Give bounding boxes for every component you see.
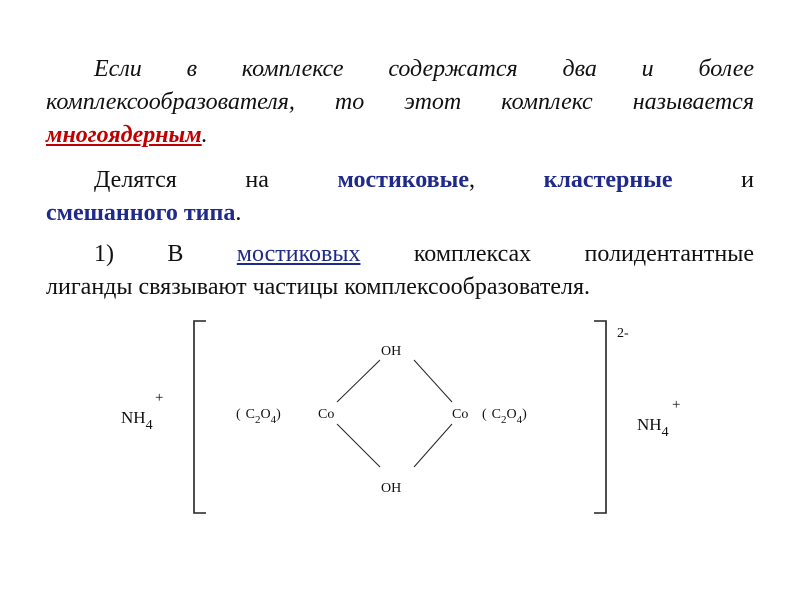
ammonium-right-charge: + (672, 397, 681, 413)
oxygen: O (260, 407, 271, 422)
nh: NH (637, 415, 662, 434)
complex-charge: 2- (617, 326, 629, 341)
list-number: 1) (94, 241, 114, 267)
oxygen: O (506, 407, 517, 422)
cobalt-right: Co (452, 407, 469, 422)
oxalate-right (482, 407, 527, 426)
paren-open: ( (482, 407, 487, 422)
period: . (235, 200, 242, 227)
bridged-rest: комплексах полидентантные (413, 241, 754, 267)
bond-bottom-right (414, 424, 452, 467)
left-bracket (194, 321, 206, 513)
ammonium-left (121, 408, 153, 433)
hydroxo-bridge-top: OH (381, 344, 402, 359)
conjunction: и (741, 167, 754, 193)
sub: 4 (145, 418, 153, 433)
bond-top-left (337, 360, 380, 402)
sub: 2 (501, 414, 507, 426)
comma: , (469, 167, 476, 193)
paren-close: ) (276, 407, 281, 422)
hydroxo-bridge-bottom: OH (381, 481, 402, 496)
bond-bottom-left (337, 424, 380, 467)
period: . (201, 122, 208, 149)
bond-top-right (414, 360, 452, 402)
carbon: C (491, 407, 502, 422)
ammonium-left-charge: + (155, 390, 164, 406)
cobalt-left: Co (318, 407, 335, 422)
carbon: C (245, 407, 256, 422)
bridged-line-2: лиганды связывают частицы комплексообразователя. (46, 274, 591, 301)
sub: 4 (270, 414, 277, 426)
term-bridge: мостиковые (337, 167, 470, 193)
sub: 2 (255, 414, 261, 426)
term-bridged: мостиковых (236, 241, 361, 267)
paren-open: ( (236, 407, 241, 422)
term-mixed: смешанного типа (46, 200, 236, 227)
definition-line-2: комплексообразователя, то этот комплекс называется (46, 89, 754, 116)
paren-close: ) (522, 407, 527, 422)
term-cluster: кластерные (543, 167, 673, 193)
right-bracket (594, 321, 606, 513)
nh: NH (121, 408, 146, 427)
term-polynuclear: многоядерным (46, 122, 202, 149)
ammonium-right (637, 415, 669, 440)
sub: 4 (661, 425, 669, 440)
oxalate-left (236, 407, 281, 426)
word-b: В (167, 241, 184, 267)
sub: 4 (516, 414, 523, 426)
types-prefix: Делятся на (94, 167, 269, 193)
definition-line-1: Если в комплексе содержатся два и более (94, 56, 754, 82)
